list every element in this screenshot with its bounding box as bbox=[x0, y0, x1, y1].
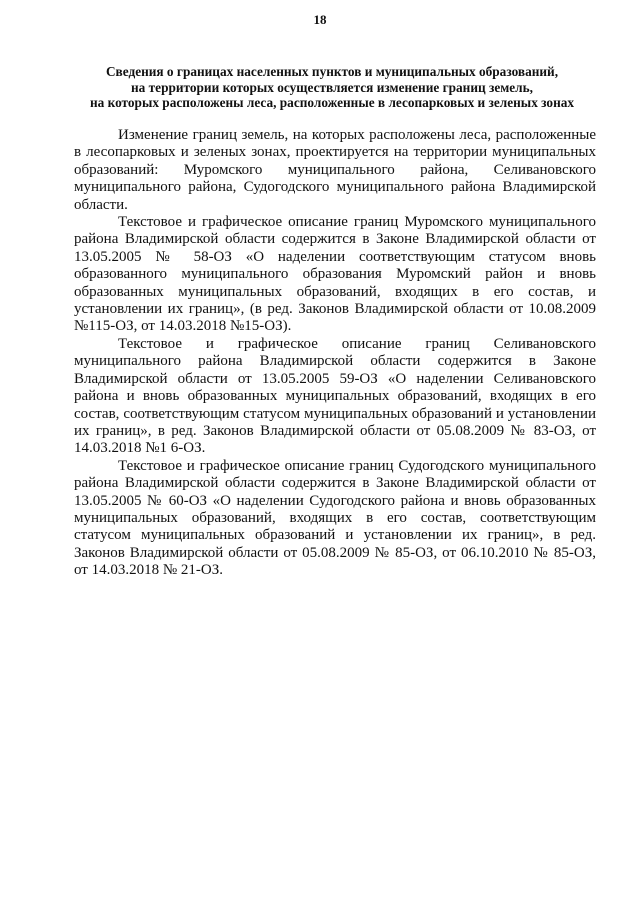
paragraph-sudogda: Текстовое и графическое описание границ Судогодского муниципального района Владимирской области содержится в Законе Владимирской области от 13.05.2005 № 60-ОЗ «О наделении Судогодского района и вновь образованных муниципальных образований, входящих в его состав, соответствующим статусом муниципальных образований и установлении их границ», в ред. Законов Владимирской области от 05.08.2009 № 85-ОЗ, от 06.10.2010 № 85-ОЗ, от 14.03.2018 № 21-ОЗ. bbox=[74, 457, 596, 579]
paragraph-selivanovo: Текстовое и графическое описание границ Селивановского муниципального района Владимирской области содержится в Законе Владимирской области от 13.05.2005 59-ОЗ «О наделении Селивановского района и вновь образованных муниципальных образований, входящих в его состав, соответствующим статусом муниципальных образований и установлении их границ», в ред. Законов Владимирской области от 05.08.2009 № 83-ОЗ, от 14.03.2018 №1 6-ОЗ. bbox=[74, 335, 596, 457]
paragraph-murom: Текстовое и графическое описание границ Муромского муниципального района Владимирской области содержится в Законе Владимирской области от 13.05.2005 № 58-ОЗ «О наделении соответствующим статусом вновь образованного муниципального образования Муромский район и вновь образованных муниципальных образований, входящих в его состав, и установлении их границ», (в ред. Законов Владимирской области от 10.08.2009 №115-ОЗ, от 14.03.2018 №15-ОЗ). bbox=[74, 214, 596, 335]
paragraph-intro: Изменение границ земель, на которых расположены леса, расположенные в лесопарковых и зеленых зонах, проектируется на территории муниципальных образований: Муромского муниципального района, Селивановского муниципального района, Судогодского муниципального района Владимирской области. bbox=[74, 127, 596, 213]
heading-line-1: Сведения о границах населенных пунктов и муниципальных образований, bbox=[105, 64, 559, 79]
page-number: 18 bbox=[313, 12, 327, 27]
heading-line-2: на территории которых осуществляется изменение границ земель, bbox=[131, 79, 533, 95]
document-body bbox=[74, 127, 596, 580]
heading-line-3: на которых расположены леса, расположенные в лесопарковых и зеленых зонах bbox=[89, 95, 575, 110]
document-heading bbox=[62, 64, 602, 111]
